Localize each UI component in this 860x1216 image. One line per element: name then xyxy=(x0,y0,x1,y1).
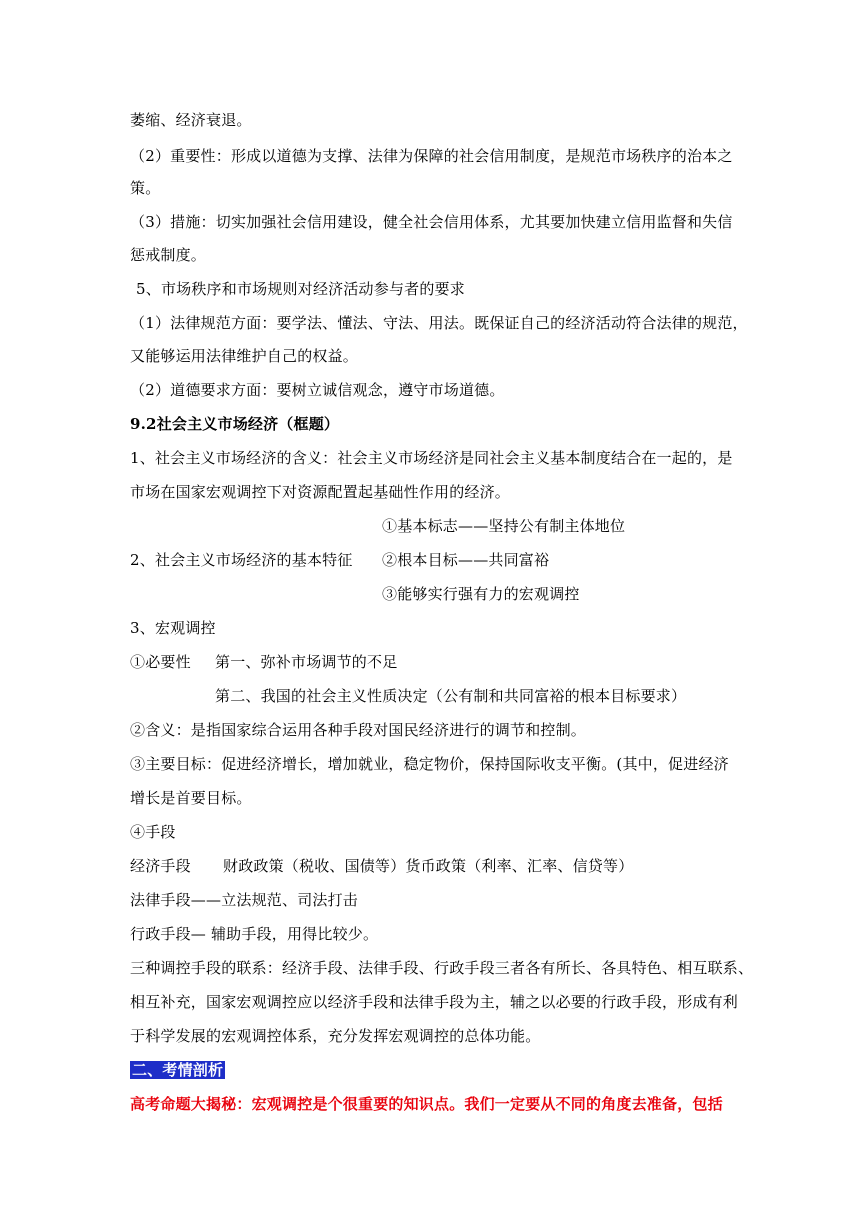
feature-item: ③能够实行强有力的宏观调控 xyxy=(382,585,580,603)
text-line: （1）法律规范方面：要学法、懂法、守法、用法。既保证自己的经济活动符合法律的规范， xyxy=(130,314,748,332)
emphasis-line: 高考命题大揭秘：宏观调控是个很重要的知识点。我们一定要从不同的角度去准备，包括 xyxy=(130,1095,723,1113)
section-heading: 3、宏观调控 xyxy=(130,619,216,637)
feature-heading: 2、社会主义市场经济的基本特征 xyxy=(130,551,353,569)
text-line: ②含义：是指国家综合运用各种手段对国民经济进行的调节和控制。 xyxy=(130,721,587,739)
text-line: 增长是首要目标。 xyxy=(130,789,252,807)
text-line: 市场在国家宏观调控下对资源配置起基础性作用的经济。 xyxy=(130,483,511,501)
feature-item: ②根本目标——共同富裕 xyxy=(382,551,550,569)
text-line: 策。 xyxy=(130,179,161,197)
text-line: 又能够运用法律维护自己的权益。 xyxy=(130,347,359,365)
text-line: （3）措施：切实加强社会信用建设，健全社会信用体系，尤其要加快建立信用监督和失信 xyxy=(130,213,733,231)
text-line: 相互补充，国家宏观调控应以经济手段和法律手段为主，辅之以必要的行政手段，形成有利 xyxy=(130,993,739,1011)
text-line: （2）重要性：形成以道德为支撑、法律为保障的社会信用制度，是规范市场秩序的治本之 xyxy=(130,147,733,165)
text-line: 第一、弥补市场调节的不足 xyxy=(215,653,398,671)
text-line: 财政政策（税收、国债等）货币政策（利率、汇率、信贷等） xyxy=(223,857,634,875)
text-line: 三种调控手段的联系：经济手段、法律手段、行政手段三者各有所长、各具特色、相互联系、 xyxy=(130,959,754,977)
text-line: 萎缩、经济衰退。 xyxy=(130,111,252,129)
text-line: 1、社会主义市场经济的含义：社会主义市场经济是同社会主义基本制度结合在一起的，是 xyxy=(130,449,733,467)
subheading: 经济手段 xyxy=(130,857,191,875)
text-line: ③主要目标：促进经济增长，增加就业，稳定物价，保持国际收支平衡。(其中，促进经济 xyxy=(130,755,729,773)
text-line: 第二、我国的社会主义性质决定（公有制和共同富裕的根本目标要求） xyxy=(215,687,687,705)
text-line: 法律手段——立法规范、司法打击 xyxy=(130,891,359,909)
highlighted-heading: 二、考情剖析 xyxy=(132,1061,224,1079)
subheading: ④手段 xyxy=(130,823,176,841)
feature-item: ①基本标志——坚持公有制主体地位 xyxy=(382,517,626,535)
text-line: （2）道德要求方面：要树立诚信观念，遵守市场道德。 xyxy=(130,381,505,399)
subheading: ①必要性 xyxy=(130,653,191,671)
text-line: 惩戒制度。 xyxy=(130,246,207,264)
text-line: 行政手段— 辅助手段，用得比较少。 xyxy=(130,925,379,943)
section-heading: 5、市场秩序和市场规则对经济活动参与者的要求 xyxy=(136,280,465,298)
section-title: 9.2社会主义市场经济（框题） xyxy=(130,415,340,433)
text-line: 于科学发展的宏观调控体系，充分发挥宏观调控的总体功能。 xyxy=(130,1027,541,1045)
section-title-highlight xyxy=(130,1060,730,1080)
